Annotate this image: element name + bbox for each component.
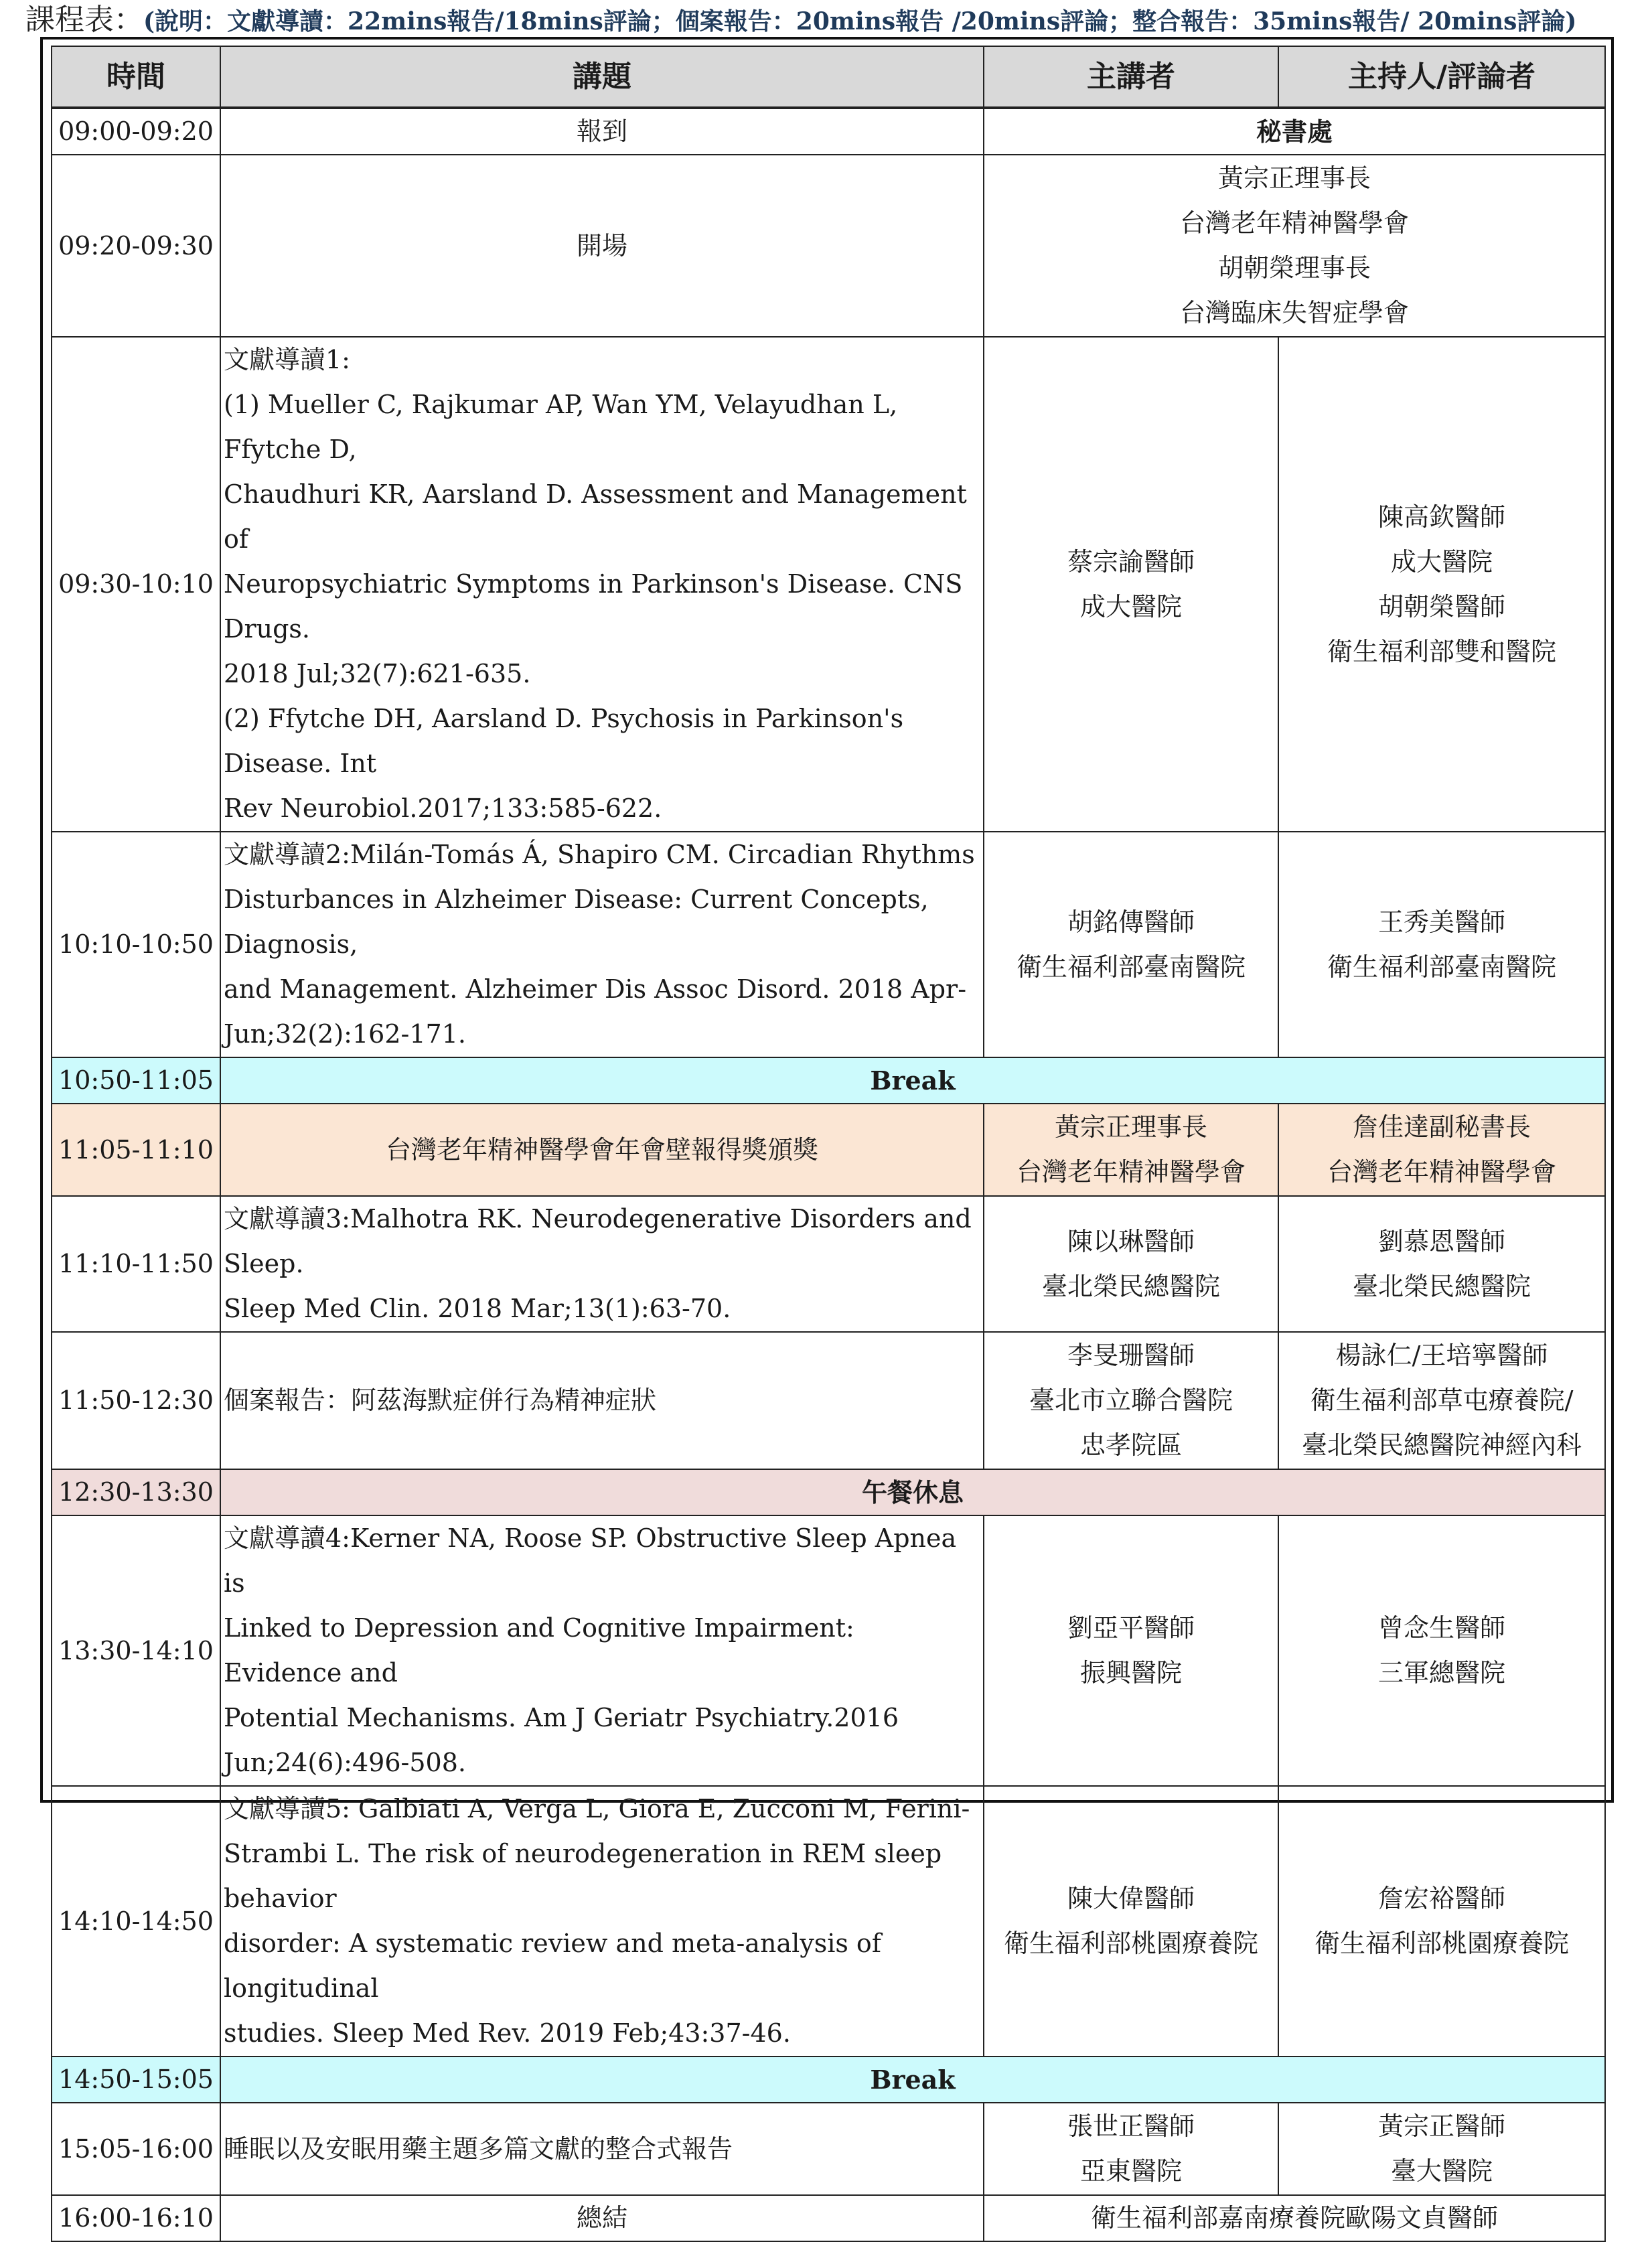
time-cell: 14:50-15:05 xyxy=(52,2057,220,2103)
time-cell: 11:10-11:50 xyxy=(52,1196,220,1332)
time-cell: 09:30-10:10 xyxy=(52,337,220,832)
topic-cell: 台灣老年精神醫學會年會壁報得獎頒獎 xyxy=(220,1104,984,1196)
header-topic: 講題 xyxy=(220,46,984,108)
speaker-cell: 陳以琳醫師 臺北榮民總醫院 xyxy=(984,1196,1278,1332)
topic-cell: 總結 xyxy=(220,2195,984,2241)
merged-cell: 秘書處 xyxy=(984,108,1605,155)
table-row xyxy=(52,1104,1605,1196)
topic-cell: 文獻導讀5: Galbiati A, Verga L, Giora E, Zucconi M, Ferini- Strambi L. The risk of neurodegeneration in REM sleep behavior disorder: A systematic review and meta-analysis of longitudinal studies. Sleep Med Rev. 2019 Feb;43:37-46. xyxy=(220,1786,984,2057)
break-label: Break xyxy=(220,2057,1605,2103)
topic-cell: 報到 xyxy=(220,108,984,155)
moderator-cell: 黃宗正醫師 臺大醫院 xyxy=(1278,2103,1605,2195)
topic-cell: 開場 xyxy=(220,155,984,337)
table-row xyxy=(52,1196,1605,1332)
time-cell: 13:30-14:10 xyxy=(52,1515,220,1786)
table-row xyxy=(52,2103,1605,2195)
moderator-cell: 詹宏裕醫師 衛生福利部桃園療養院 xyxy=(1278,1786,1605,2057)
speaker-cell: 劉亞平醫師 振興醫院 xyxy=(984,1515,1278,1786)
table-row xyxy=(52,337,1605,832)
time-cell: 10:50-11:05 xyxy=(52,1057,220,1104)
time-cell: 09:20-09:30 xyxy=(52,155,220,337)
time-cell: 16:00-16:10 xyxy=(52,2195,220,2241)
time-cell: 11:05-11:10 xyxy=(52,1104,220,1196)
time-cell: 14:10-14:50 xyxy=(52,1786,220,2057)
break-label: Break xyxy=(220,1057,1605,1104)
heading-note: (說明：文獻導讀：22mins報告/18mins評論；個案報告：20mins報告 /20mins評論；整合報告：35mins報告/ 20mins評論) xyxy=(143,7,1577,35)
time-cell: 11:50-12:30 xyxy=(52,1332,220,1469)
page-heading xyxy=(25,0,1576,40)
speaker-cell: 李旻珊醫師 臺北市立聯合醫院 忠孝院區 xyxy=(984,1332,1278,1469)
topic-cell: 文獻導讀1: (1) Mueller C, Rajkumar AP, Wan YM, Velayudhan L, Ffytche D, Chaudhuri KR, Aarsland D. Assessment and Management of Neuropsychiatric Symptoms in Parkinson's Disease. CNS Drugs. 2018 Jul;32(7):621-635. (2) Ffytche DH, Aarsland D. Psychosis in Parkinson's Disease. Int Rev Neurobiol.2017;133:585-622. xyxy=(220,337,984,832)
moderator-cell: 詹佳達副秘書長 台灣老年精神醫學會 xyxy=(1278,1104,1605,1196)
topic-cell: 文獻導讀4:Kerner NA, Roose SP. Obstructive Sleep Apnea is Linked to Depression and Cognitive Impairment: Evidence and Potential Mechanisms. Am J Geriatr Psychiatry.2016 Jun;24(6):496-508. xyxy=(220,1515,984,1786)
table-row xyxy=(52,108,1605,155)
table-row xyxy=(52,832,1605,1057)
speaker-cell: 胡銘傳醫師 衛生福利部臺南醫院 xyxy=(984,832,1278,1057)
moderator-cell: 陳高欽醫師 成大醫院 胡朝榮醫師 衛生福利部雙和醫院 xyxy=(1278,337,1605,832)
speaker-cell: 張世正醫師 亞東醫院 xyxy=(984,2103,1278,2195)
moderator-cell: 劉慕恩醫師 臺北榮民總醫院 xyxy=(1278,1196,1605,1332)
table-row xyxy=(52,2195,1605,2241)
table-row xyxy=(52,1332,1605,1469)
moderator-cell: 王秀美醫師 衛生福利部臺南醫院 xyxy=(1278,832,1605,1057)
topic-cell: 文獻導讀2:Milán-Tomás Á, Shapiro CM. Circadian Rhythms Disturbances in Alzheimer Disease: Current Concepts, Diagnosis, and Management. Alzheimer Dis Assoc Disord. 2018 Apr- Jun;32(2):162-171. xyxy=(220,832,984,1057)
break-row xyxy=(52,2057,1605,2103)
lunch-label: 午餐休息 xyxy=(220,1469,1605,1515)
break-row xyxy=(52,1057,1605,1104)
heading-lead: 課程表： xyxy=(25,3,143,37)
break-row xyxy=(52,1469,1605,1515)
header-time: 時間 xyxy=(52,46,220,108)
time-cell: 15:05-16:00 xyxy=(52,2103,220,2195)
time-cell: 12:30-13:30 xyxy=(52,1469,220,1515)
header-speaker: 主講者 xyxy=(984,46,1278,108)
moderator-cell: 曾念生醫師 三軍總醫院 xyxy=(1278,1515,1605,1786)
topic-cell: 文獻導讀3:Malhotra RK. Neurodegenerative Disorders and Sleep. Sleep Med Clin. 2018 Mar;13(1):63-70. xyxy=(220,1196,984,1332)
schedule-table xyxy=(51,46,1606,2242)
table-row xyxy=(52,1786,1605,2057)
speaker-cell: 陳大偉醫師 衛生福利部桃園療養院 xyxy=(984,1786,1278,2057)
header-moderator: 主持人/評論者 xyxy=(1278,46,1605,108)
table-row xyxy=(52,155,1605,337)
moderator-cell: 楊詠仁/王培寧醫師 衛生福利部草屯療養院/ 臺北榮民總醫院神經內科 xyxy=(1278,1332,1605,1469)
topic-cell: 睡眠以及安眠用藥主題多篇文獻的整合式報告 xyxy=(220,2103,984,2195)
topic-cell: 個案報告：阿茲海默症併行為精神症狀 xyxy=(220,1332,984,1469)
speaker-cell: 蔡宗諭醫師 成大醫院 xyxy=(984,337,1278,832)
merged-cell: 黃宗正理事長 台灣老年精神醫學會 胡朝榮理事長 台灣臨床失智症學會 xyxy=(984,155,1605,337)
header-row xyxy=(52,46,1605,108)
time-cell: 09:00-09:20 xyxy=(52,108,220,155)
table-row xyxy=(52,1515,1605,1786)
time-cell: 10:10-10:50 xyxy=(52,832,220,1057)
merged-cell: 衛生福利部嘉南療養院歐陽文貞醫師 xyxy=(984,2195,1605,2241)
speaker-cell: 黃宗正理事長 台灣老年精神醫學會 xyxy=(984,1104,1278,1196)
